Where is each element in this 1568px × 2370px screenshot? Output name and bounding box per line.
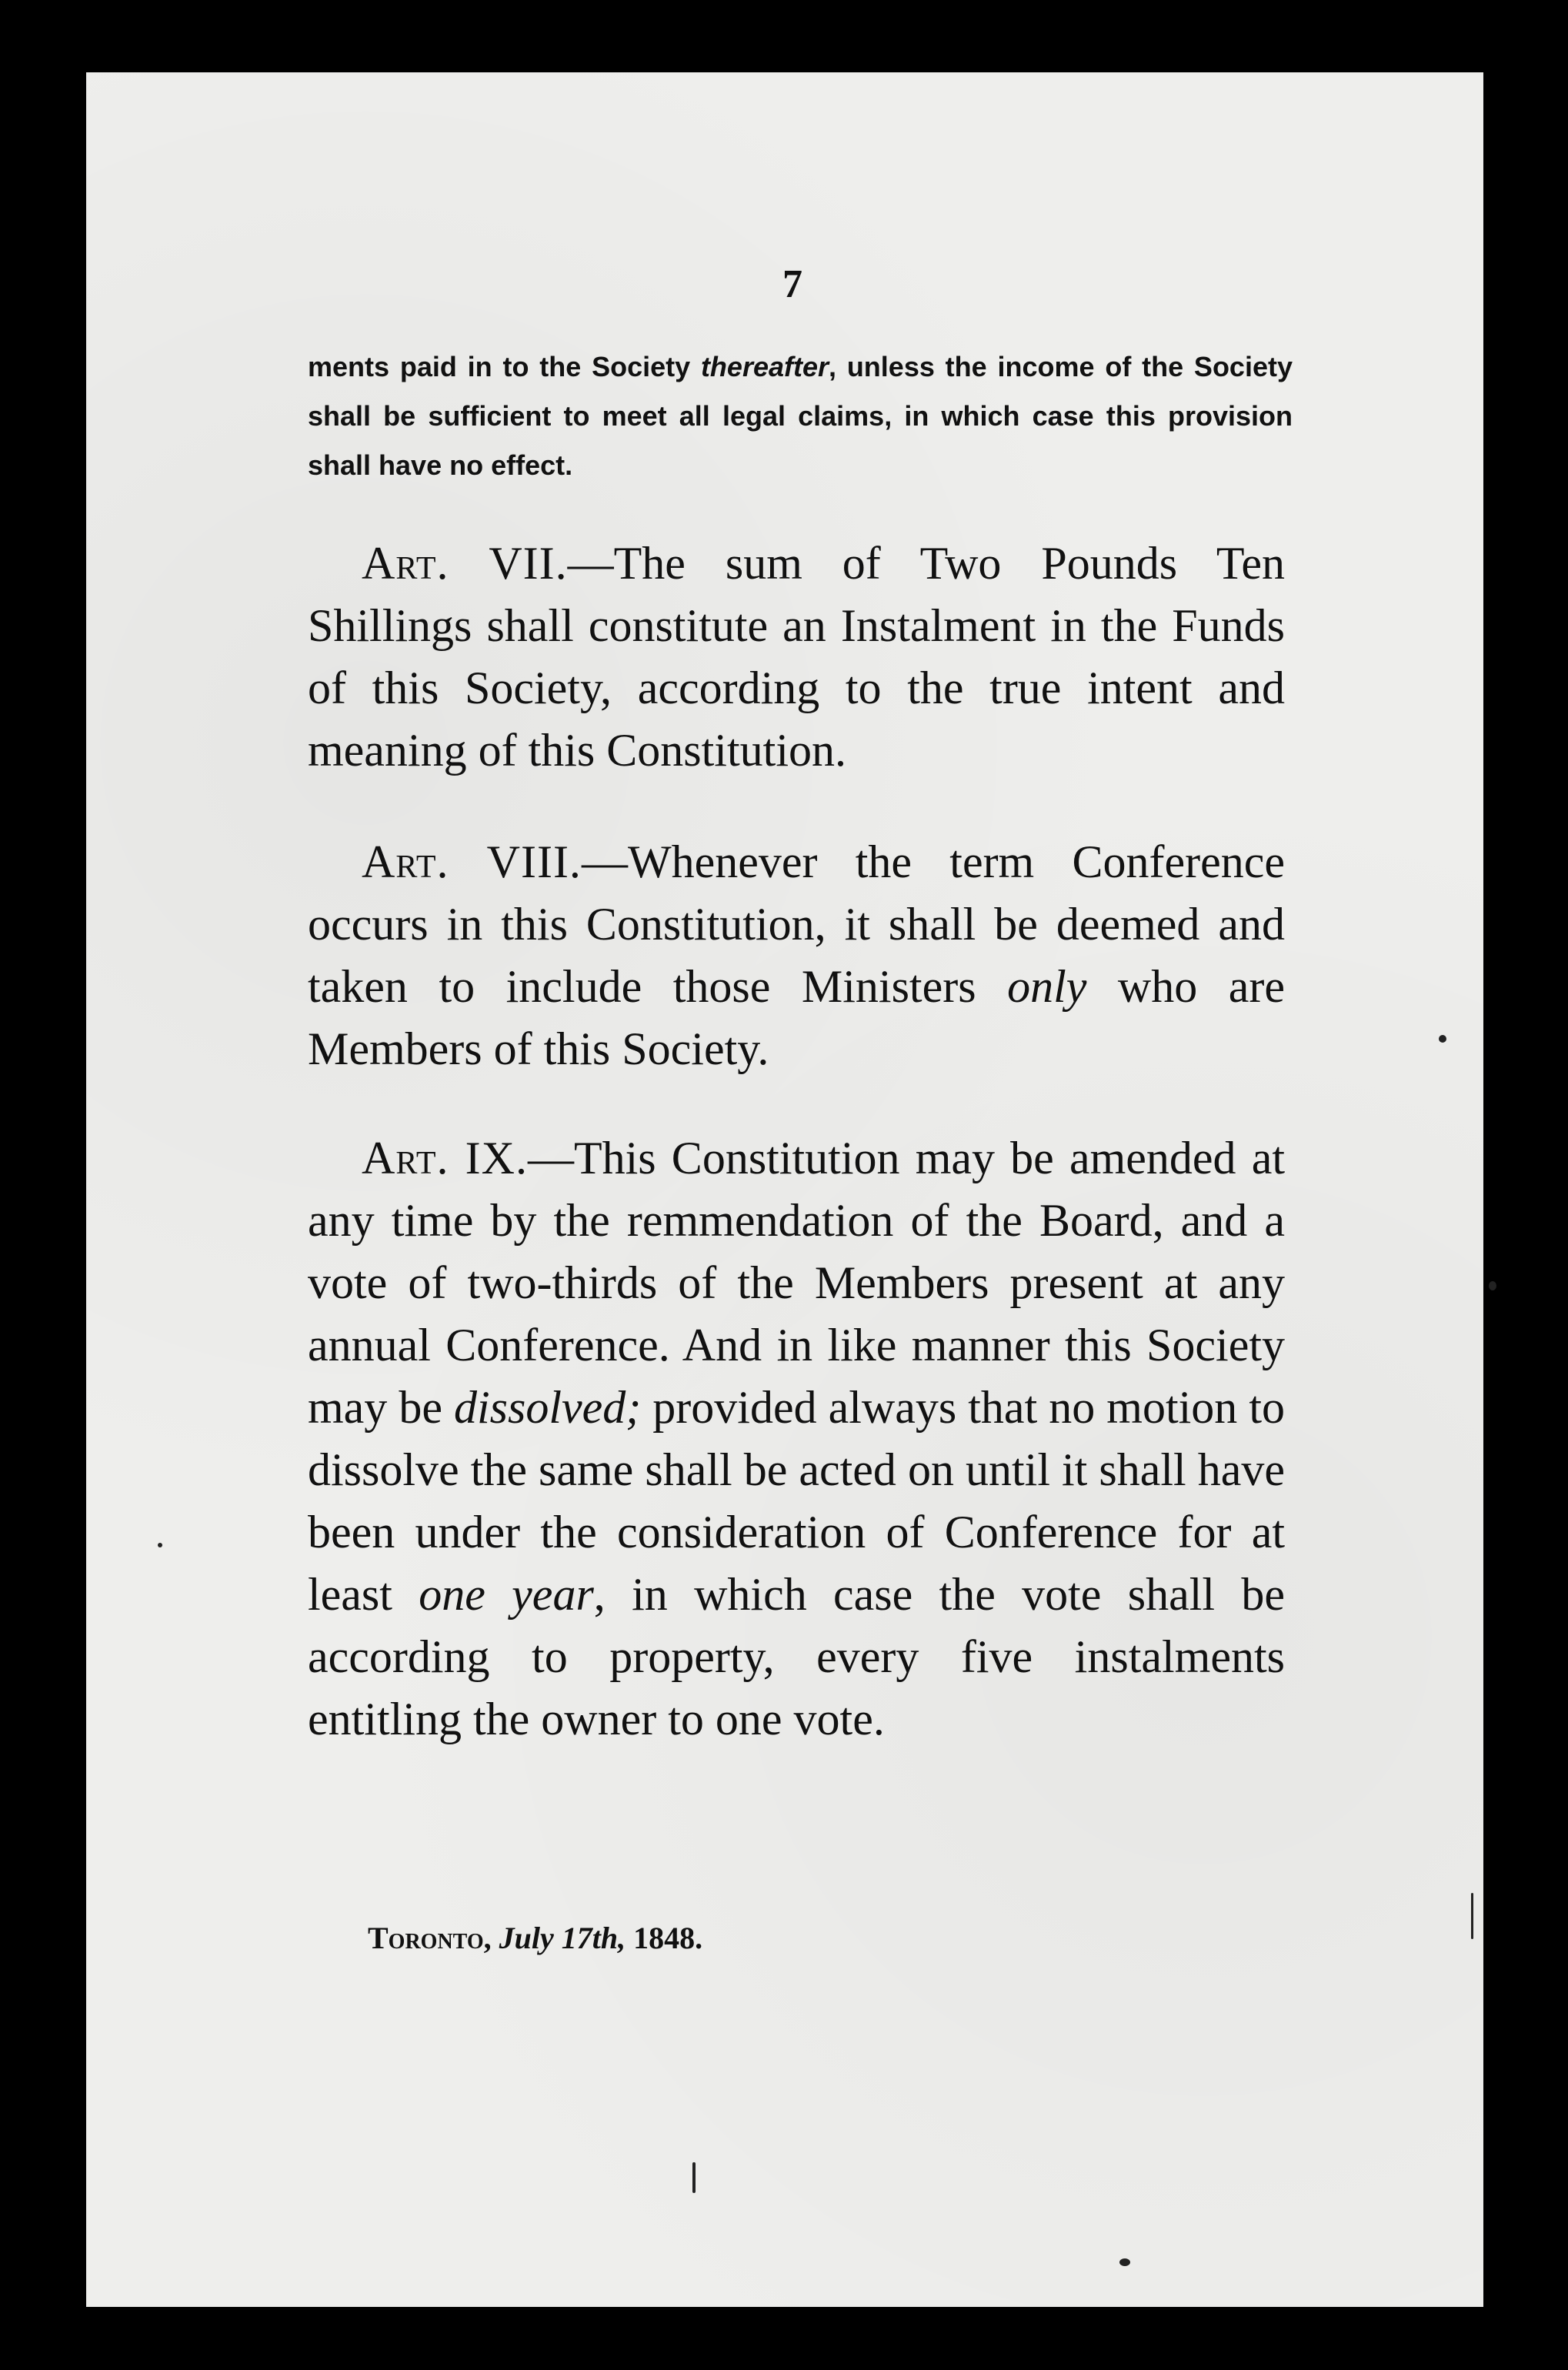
carryover-paragraph: [308, 342, 1293, 490]
article-ix: [308, 1127, 1285, 1751]
carryover-text-1: ments paid in to the Society: [308, 351, 701, 382]
signoff-place: Toronto,: [368, 1921, 492, 1955]
scan-speck: [1489, 1281, 1496, 1290]
carryover-text-2: , unless the income of the Society shall be sufficient to meet all legal claims, in which case this provision shall have no effect.: [308, 351, 1293, 481]
scan-speck: [692, 2162, 696, 2193]
article-viii-text-1: —Whenever the term Conference occurs in this Constitution, it shall be deemed and taken to include those Ministers: [308, 836, 1285, 1012]
scan-speck: [1119, 2258, 1130, 2266]
scan-speck: [158, 1543, 162, 1547]
article-ix-text-1: —This Constitution may be amended at any time by the remmendation of the Board, and a vote of two-thirds of the Members present at any annual Conference. And in like manner this Society may be: [308, 1133, 1285, 1433]
scan-speck: [1471, 1893, 1473, 1939]
article-vii: [308, 532, 1285, 782]
article-ix-text-2: provided always that no motion to dissolve the same shall be acted on until it shall have been under the consideration of Conference for at least: [308, 1382, 1285, 1620]
signoff: [368, 1920, 702, 1956]
signoff-year: 1848.: [633, 1921, 703, 1955]
page-number: 7: [782, 262, 802, 306]
article-ix-italic-dissolved: dissolved;: [454, 1382, 642, 1433]
article-ix-text-3: , in which case the vote shall be according to property, every five instalments entitling the owner to one vote.: [308, 1569, 1285, 1744]
scan-speck: [1439, 1035, 1446, 1043]
carryover-italic: thereafter: [700, 351, 829, 382]
article-viii-text-2: who are Members of this Society.: [308, 961, 1286, 1074]
signoff-date: July 17th,: [499, 1921, 626, 1955]
article-vii-heading: Art. VII.: [362, 538, 568, 589]
article-viii: [308, 831, 1285, 1080]
article-ix-heading: Art. IX.: [362, 1133, 528, 1183]
article-viii-heading: Art. VIII.: [362, 836, 582, 887]
article-viii-italic-only: only: [1007, 961, 1087, 1012]
article-ix-italic-one-year: one year: [419, 1569, 594, 1620]
article-vii-text: —The sum of Two Pounds Ten Shillings shall constitute an Instalment in the Funds of this Society, according to the true intent and meaning of this Constitution.: [308, 538, 1286, 776]
